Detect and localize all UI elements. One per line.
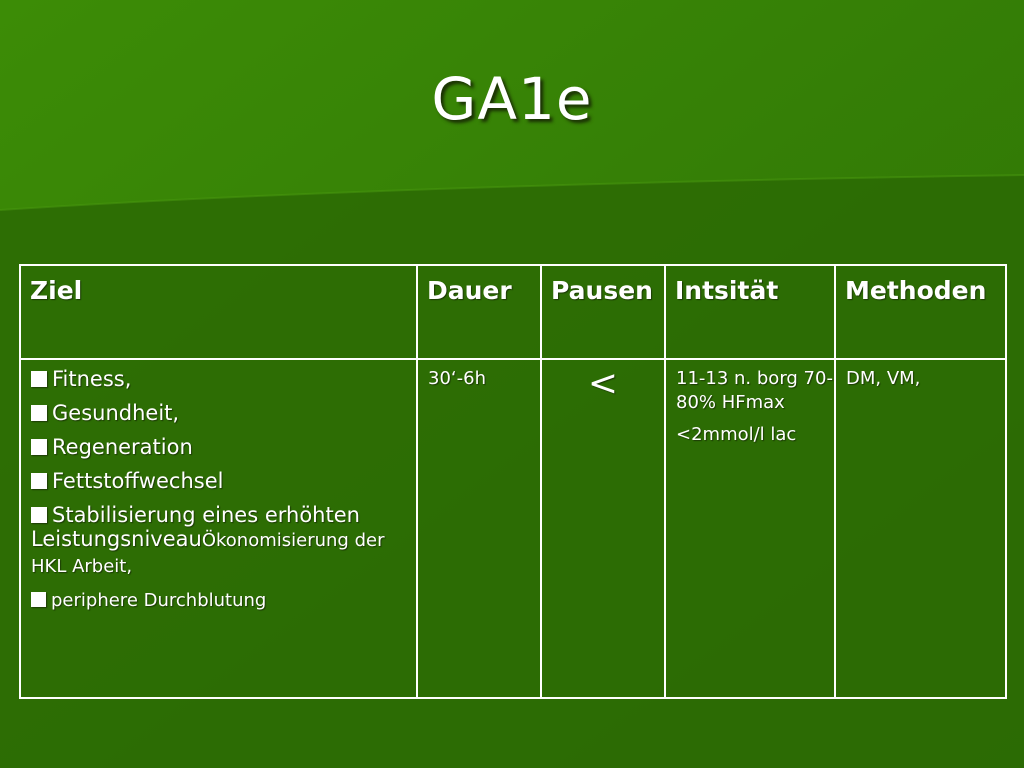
cell-intensitaet — [665, 359, 835, 698]
intensitaet-text — [676, 367, 834, 447]
list-item: periphere Durchblutung — [31, 589, 416, 613]
cell-pausen — [541, 359, 665, 698]
dauer-value: 30‘-6h — [428, 368, 486, 389]
square-bullet-icon — [31, 473, 47, 489]
list-item: Regeneration — [31, 435, 416, 459]
table-header-row — [20, 265, 1006, 359]
header-ziel: Ziel — [20, 265, 417, 359]
square-bullet-icon — [31, 439, 47, 455]
training-table — [19, 264, 1007, 699]
square-bullet-icon — [31, 507, 47, 523]
table-row — [20, 359, 1006, 698]
list-item: Fettstoffwechsel — [31, 469, 416, 493]
header-pausen: Pausen — [541, 265, 665, 359]
cell-methoden — [835, 359, 1006, 698]
square-bullet-icon — [31, 371, 47, 387]
header-methoden: Methoden — [835, 265, 1006, 359]
header-intensitaet: Intsität — [665, 265, 835, 359]
square-bullet-icon — [31, 592, 46, 607]
list-item: Gesundheit, — [31, 401, 416, 425]
list-item: Stabilisierung eines erhöhten LeistungsniveauÖkonomisierung der HKL Arbeit, — [31, 503, 385, 577]
slide-title: GA1e — [431, 65, 593, 133]
ziel-list — [31, 367, 416, 613]
list-item: Fitness, — [31, 367, 416, 391]
header-dauer: Dauer — [417, 265, 541, 359]
cell-ziel — [20, 359, 417, 698]
methoden-value: DM, VM, — [846, 368, 921, 389]
square-bullet-icon — [31, 405, 47, 421]
intensitaet-line: <2mmol/l lac — [676, 424, 797, 445]
cell-dauer — [417, 359, 541, 698]
pausen-value: < — [587, 363, 619, 404]
intensitaet-line: 11-13 n. borg 70-80% HFmax — [676, 368, 833, 413]
